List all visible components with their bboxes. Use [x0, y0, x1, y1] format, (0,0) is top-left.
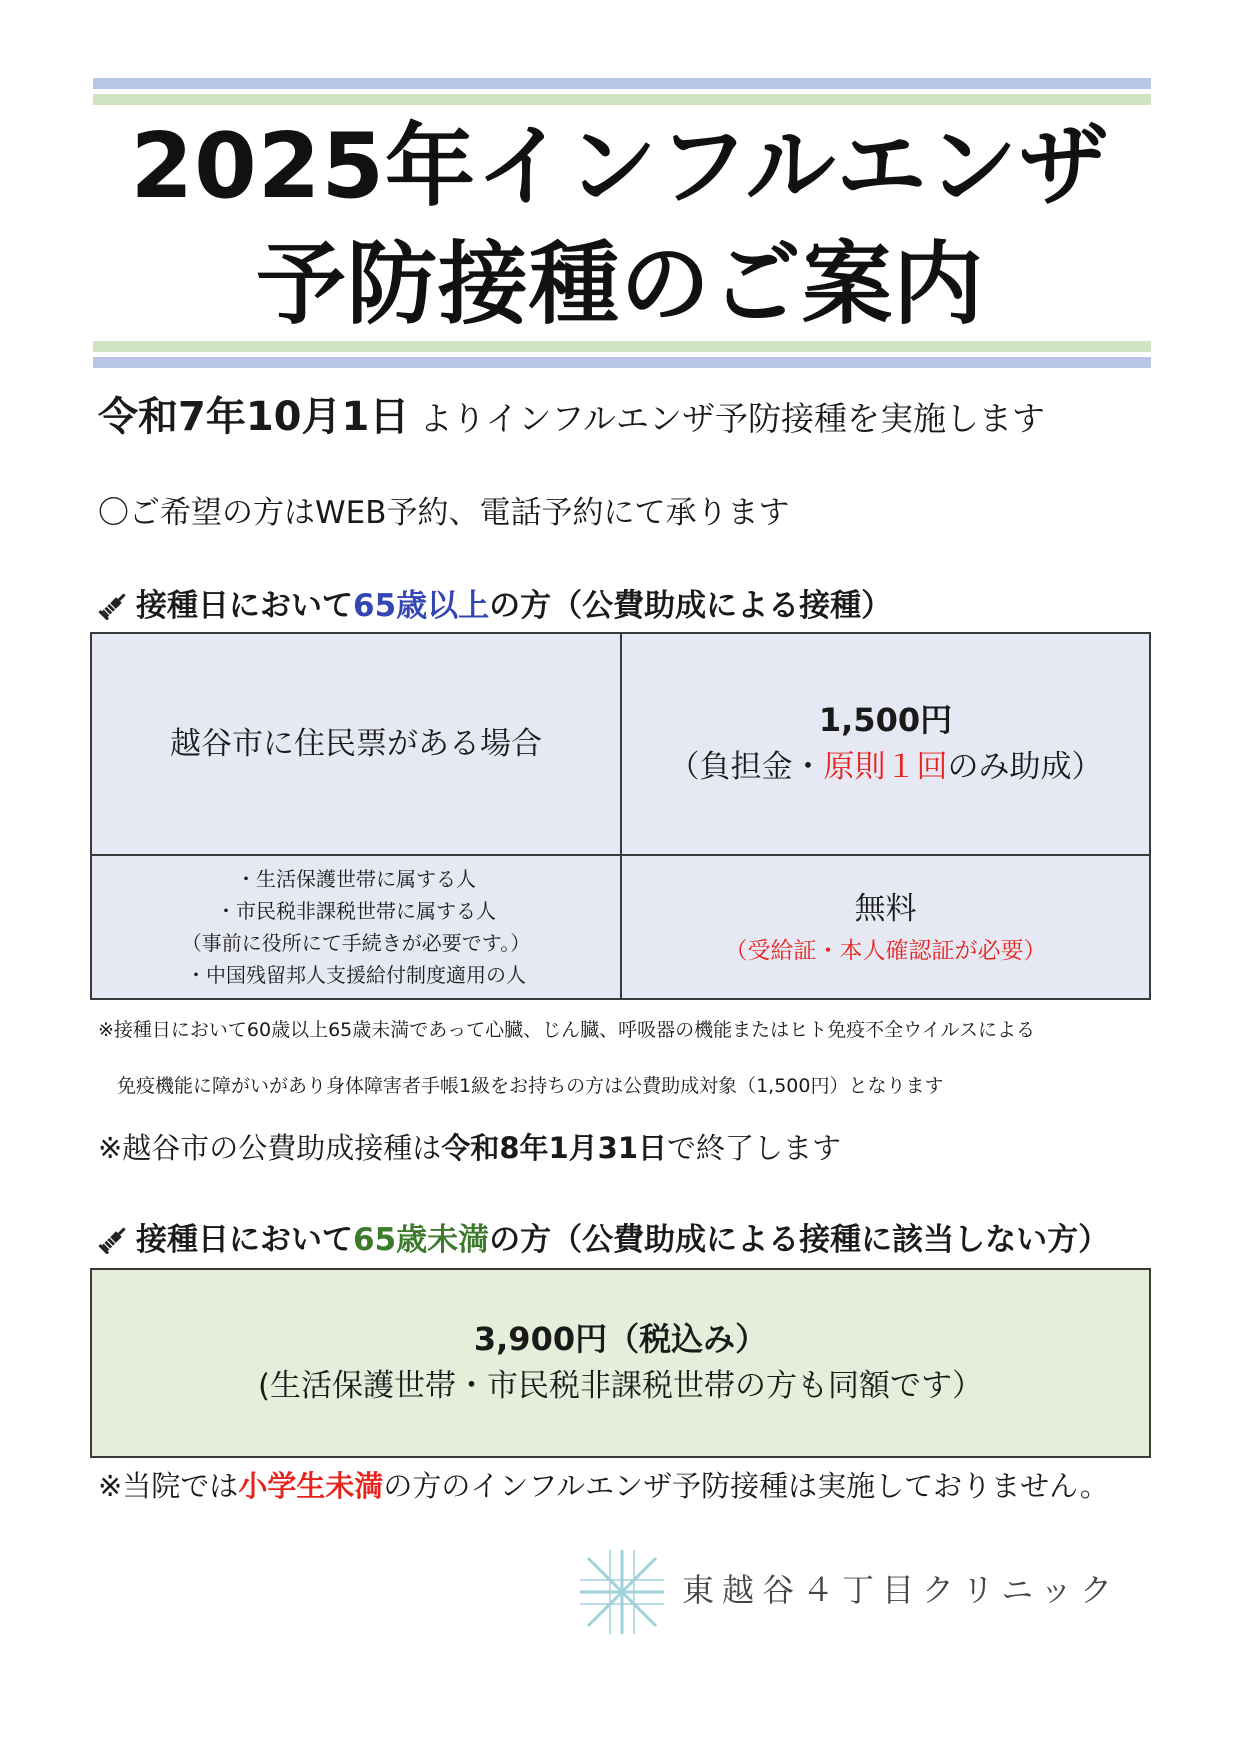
page-title-line2: 予防接種のご案内	[256, 232, 984, 337]
section1-heading-pre: 接種日において	[136, 588, 353, 624]
end-date: 令和8年1月31日	[441, 1131, 668, 1165]
bottom-rule-green	[93, 341, 1151, 352]
resident-price-note: （負担金・原則１回のみ助成）	[668, 749, 1103, 785]
eligibility-note-line1: ※接種日において60歳以上65歳未満であって心臓、じん臓、呼吸器の機能またはヒト免疫不全ウイルスによる	[98, 1019, 1035, 1041]
section2-age-highlight: 65歳未満	[353, 1222, 490, 1258]
top-rule-blue	[93, 78, 1151, 89]
clinic-snowflake-icon	[580, 1550, 664, 1634]
reservation-note: 〇ご希望の方はWEB予約、電話予約にて承ります	[98, 495, 790, 531]
end-date-note: ※越谷市の公費助成接種は令和8年1月31日で終了します	[98, 1131, 842, 1165]
bottom-rule-blue	[93, 357, 1151, 368]
exempt-condition-item: ・市民税非課税世帯に属する人	[216, 899, 496, 923]
exempt-condition-item: ・中国残留邦人支援給付制度適用の人	[186, 963, 526, 987]
once-only-highlight: 原則１回	[823, 749, 948, 785]
exempt-price: 無料	[854, 891, 917, 927]
section2-heading-pre: 接種日において	[136, 1222, 353, 1258]
general-price-note: (生活保護世帯・市民税非課税世帯の方も同額です）	[257, 1368, 984, 1404]
table-row	[91, 633, 1150, 855]
exempt-condition-item: ・生活保護世帯に属する人	[236, 867, 476, 891]
resident-label-cell	[91, 633, 621, 855]
intro-line	[98, 392, 1045, 444]
section1-heading	[98, 584, 892, 632]
eligibility-note-line2: 免疫機能に障がいがあり身体障害者手帳1級をお持ちの方は公費助成対象（1,500円）となります	[117, 1075, 944, 1097]
age-restriction-highlight: 小学生未満	[238, 1469, 384, 1503]
general-price: 3,900円（税込み）	[473, 1320, 768, 1358]
syringe-icon	[98, 1222, 130, 1266]
start-date: 令和7年10月1日	[98, 394, 410, 440]
exempt-conditions-cell	[91, 855, 621, 999]
top-rule-green	[93, 94, 1151, 105]
clinic-name: 東越谷４丁目クリニック	[682, 1571, 1121, 1609]
age-restriction-note: ※当院では小学生未満の方のインフルエンザ予防接種は実施しておりません。	[98, 1469, 1109, 1503]
clinic-logo	[580, 1548, 1121, 1636]
intro-text: よりインフルエンザ予防接種を実施します	[419, 399, 1046, 438]
resident-price: 1,500円	[818, 701, 953, 739]
general-price-box	[90, 1268, 1151, 1458]
resident-label: 越谷市に住民票がある場合	[170, 726, 542, 762]
syringe-icon	[98, 588, 130, 632]
section1-age-highlight: 65歳以上	[353, 588, 490, 624]
exempt-condition-item: （事前に役所にて手続きが必要です。）	[181, 931, 531, 955]
subsidy-table	[90, 632, 1151, 1000]
section2-heading-post: の方（公費助成による接種に該当しない方）	[489, 1222, 1110, 1258]
resident-price-cell	[621, 633, 1150, 855]
table-row	[91, 855, 1150, 999]
exempt-price-cell	[621, 855, 1150, 999]
exempt-requirement: （受給証・本人確認証が必要）	[724, 938, 1047, 964]
section2-heading	[98, 1218, 1109, 1266]
page-title-line1: 2025年インフルエンザ	[130, 114, 1110, 219]
section1-heading-post: の方（公費助成による接種）	[489, 588, 893, 624]
